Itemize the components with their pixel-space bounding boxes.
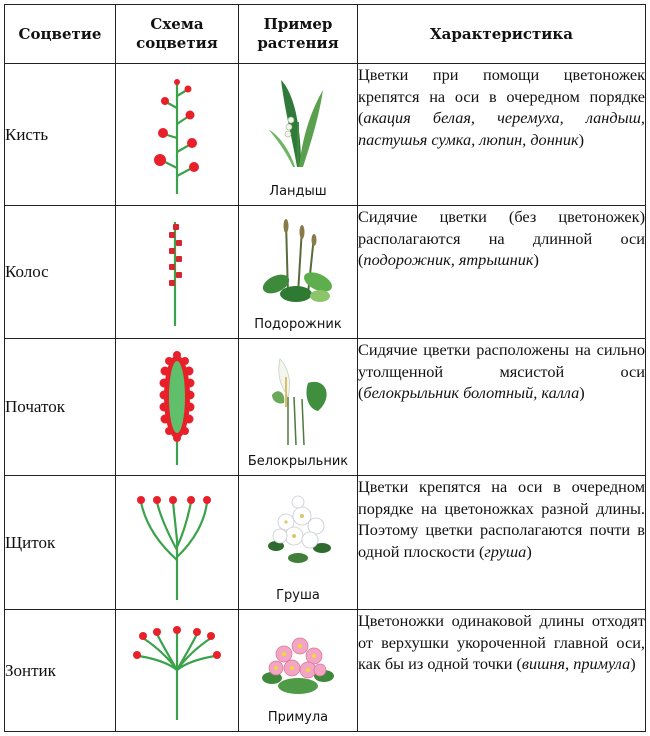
desc-end: ) <box>630 654 636 673</box>
header-characteristic: Характеристика <box>358 5 646 64</box>
desc-examples: акация белая, черемуха, ландыш, пастушья сумка, люпин, донник <box>358 108 645 149</box>
scheme-cell <box>116 339 239 476</box>
table-row <box>5 610 646 732</box>
desc-examples: вишня, примула <box>521 654 631 673</box>
desc-plain: Цветки крепятся на оси в очередном порядке на цветоножках разной длины. Поэтому цветки располагаются почти в одной плоскости ( <box>358 477 645 561</box>
plant-name: Белокрыльник <box>247 454 349 469</box>
pear-blossom-icon <box>258 484 338 574</box>
header-row <box>5 5 646 64</box>
desc-end: ) <box>533 250 539 269</box>
desc-end: ) <box>578 129 585 149</box>
characteristic-text <box>358 339 646 476</box>
table-row <box>5 64 646 206</box>
inflorescence-name: Щиток <box>5 476 116 610</box>
plant-name: Подорожник <box>254 317 342 332</box>
plant-cell <box>239 339 358 476</box>
calla-icon <box>258 347 338 447</box>
plant-name: Груша <box>276 588 320 603</box>
characteristic-text <box>358 610 646 732</box>
characteristic-text <box>358 64 646 206</box>
primrose-icon <box>258 624 338 704</box>
spadix-scheme-icon <box>152 347 202 467</box>
inflorescence-name: Колос <box>5 206 116 339</box>
desc-end: ) <box>579 383 585 402</box>
plant-name: Ландыш <box>269 184 327 199</box>
desc-examples: подорожник, ятрышник <box>363 250 534 269</box>
plant-cell <box>239 64 358 206</box>
scheme-cell <box>116 476 239 610</box>
desc-end: ) <box>526 541 532 561</box>
scheme-cell <box>116 610 239 732</box>
inflorescence-name: Зонтик <box>5 610 116 732</box>
plant-cell <box>239 476 358 610</box>
table-row <box>5 339 646 476</box>
plant-cell <box>239 206 358 339</box>
header-plant-example: Пример растения <box>239 5 358 64</box>
characteristic-text <box>358 206 646 339</box>
table-row <box>5 476 646 610</box>
plant-name: Примула <box>267 710 329 725</box>
plant-cell <box>239 610 358 732</box>
inflorescence-table <box>4 4 646 732</box>
scheme-cell <box>116 64 239 206</box>
desc-plain: Цветоножки одинаковой длины отходят от верхушки укороченной главной оси, как бы из одной точки ( <box>358 611 645 673</box>
header-scheme: Схема соцветия <box>116 5 239 64</box>
corymb-scheme-icon <box>127 492 227 602</box>
desc-plain: Сидячие цветки расположены на сильно утолщенной мясистой оси ( <box>358 340 645 402</box>
scheme-cell <box>116 206 239 339</box>
desc-examples: белокрыльник болотный, калла <box>363 383 580 402</box>
lily-of-the-valley-icon <box>263 72 333 172</box>
spike-scheme-icon <box>157 218 197 328</box>
table-row <box>5 206 646 339</box>
raceme-scheme-icon <box>147 76 207 196</box>
characteristic-text <box>358 476 646 610</box>
desc-plain: Сидячие цветки (без цветоножек) располагаются на длинной оси ( <box>358 207 645 269</box>
inflorescence-name: Кисть <box>5 64 116 206</box>
desc-plain: Цветки при помощи цветоножек крепятся на оси в очередном порядке ( <box>358 65 645 127</box>
header-inflorescence: Соцветие <box>5 5 116 64</box>
umbel-scheme-icon <box>127 626 227 721</box>
desc-examples: груша <box>484 541 527 561</box>
inflorescence-name: Початок <box>5 339 116 476</box>
plantain-icon <box>258 214 338 309</box>
